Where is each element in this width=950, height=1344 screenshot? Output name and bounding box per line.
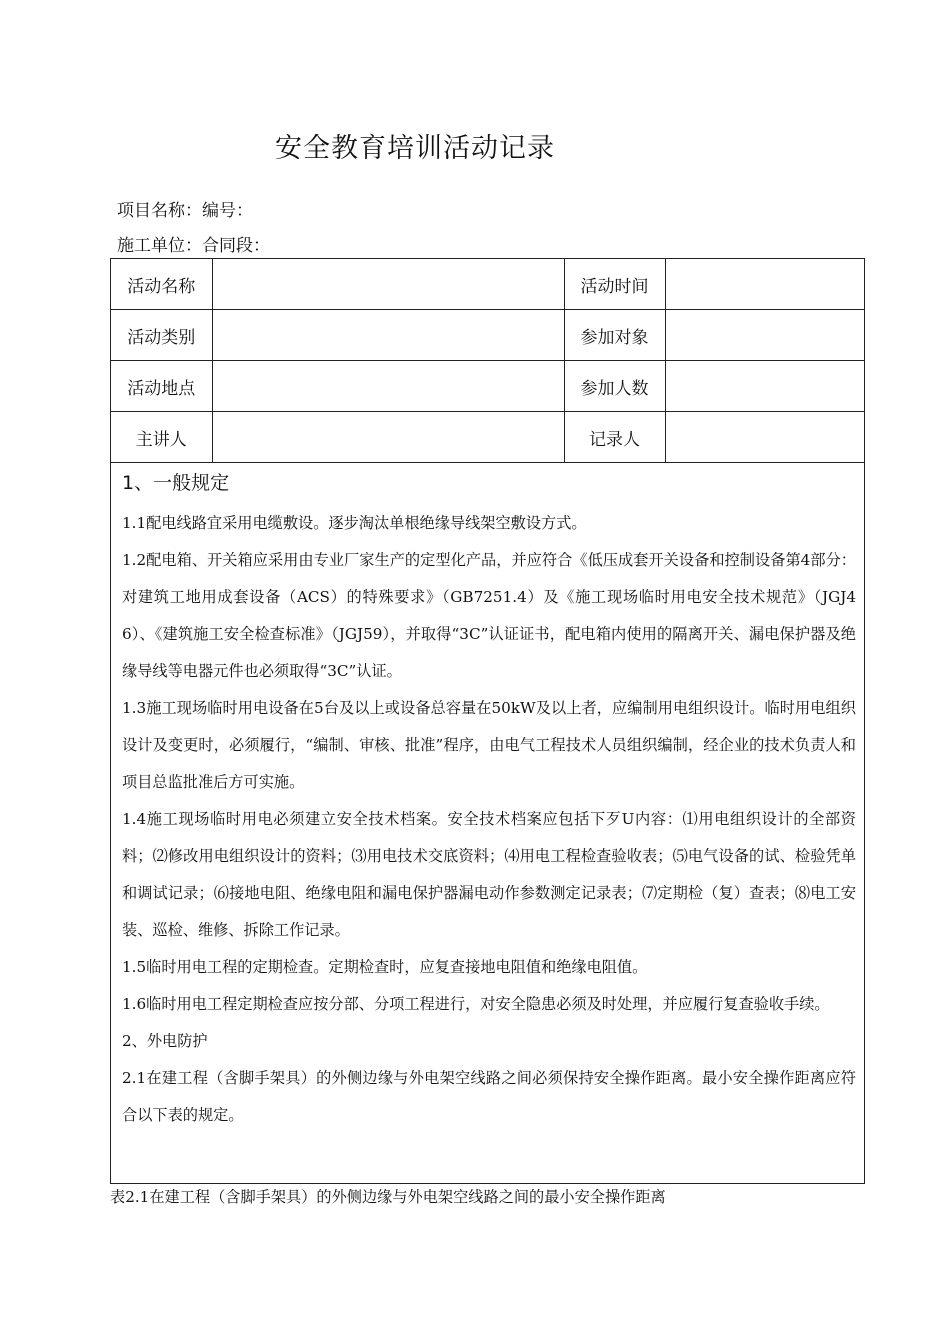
label-recorder: 记录人 (564, 412, 665, 463)
value-recorder (665, 412, 864, 463)
document-title: 安全教育培训活动记录 (275, 133, 555, 164)
value-activity-type (212, 310, 564, 361)
label-activity-type: 活动类别 (111, 310, 212, 361)
paragraph-1-5: 1.5临时用电工程的定期检查。定期检查时，应复查接地电阻值和绝缘电阻值。 (122, 958, 648, 976)
section-heading-general: 1、一般规定 (122, 472, 230, 494)
paragraph-1-1: 1.1配电线路宜采用电缆敷设。逐步淘汰单根绝缘导线架空敷设方式。 (122, 514, 587, 532)
value-activity-location (212, 361, 564, 412)
section-heading-external-power: 2、外电防护 (122, 1032, 208, 1050)
paragraph-1-4: 1.4施工现场临时用电必须建立安全技术档案。安全技术档案应包括下歹U内容：⑴用电组织设计的全部资料；⑵修改用电组织设计的资料；⑶用电技术交底资料；⑷用电工程检查验收表；⑸电气设备的试、检验凭单和调试记录；⑹接地电阻、绝缘电阻和漏电保护器漏电动作参数测定记录表；⑺定期检（复）查表；⑻电工安装、巡检、维修、拆除工作记录。 (122, 810, 856, 939)
paragraph-1-2: 1.2配电箱、开关箱应采用由专业厂家生产的定型化产品，并应符合《低压成套开关设备和控制设备第4部分：对建筑工地用成套设备（ACS）的特殊要求》（GB7251.4）及《施工现场临时用电安全技术规范》（JGJ46）、《建筑施工安全检查标准》（JGJ59），并取得“3C”认证证书，配电箱内使用的隔离开关、漏电保护器及绝缘导线等电器元件也必须取得“3C”认证。 (122, 551, 856, 680)
paragraph-1-3: 1.3施工现场临时用电设备在5台及以上或设备总容量在50kW及以上者，应编制用电组织设计。临时用电组织设计及变更时，必须履行，“编制、审核、批准”程序，由电气工程技术人员组织编制，经企业的技术负责人和项目总监批准后方可实施。 (122, 699, 856, 791)
table-caption: 表2.1在建工程（含脚手架具）的外侧边缘与外电架空线路之间的最小安全操作距离 (110, 1188, 666, 1206)
table-row (111, 310, 864, 361)
label-activity-location: 活动地点 (111, 361, 212, 412)
value-speaker (212, 412, 564, 463)
value-activity-time (665, 259, 864, 310)
label-participants: 参加对象 (564, 310, 665, 361)
record-sheet (110, 258, 865, 1184)
project-name-line: 项目名称：编号： (117, 201, 253, 221)
label-speaker: 主讲人 (111, 412, 212, 463)
value-participant-count (665, 361, 864, 412)
value-activity-name (212, 259, 564, 310)
construction-unit-line: 施工单位：合同段： (117, 236, 270, 256)
table-row (111, 412, 864, 463)
label-participant-count: 参加人数 (564, 361, 665, 412)
paragraph-1-6: 1.6临时用电工程定期检查应按分部、分项工程进行，对安全隐患必须及时处理，并应履行复查验收手续。 (122, 995, 830, 1013)
activity-info-table (111, 259, 864, 463)
table-row (111, 361, 864, 412)
label-activity-time: 活动时间 (564, 259, 665, 310)
training-content (111, 469, 864, 1134)
value-participants (665, 310, 864, 361)
table-row (111, 259, 864, 310)
paragraph-2-1: 2.1在建工程（含脚手架具）的外侧边缘与外电架空线路之间必须保持安全操作距离。最小安全操作距离应符合以下表的规定。 (122, 1069, 856, 1124)
label-activity-name: 活动名称 (111, 259, 212, 310)
